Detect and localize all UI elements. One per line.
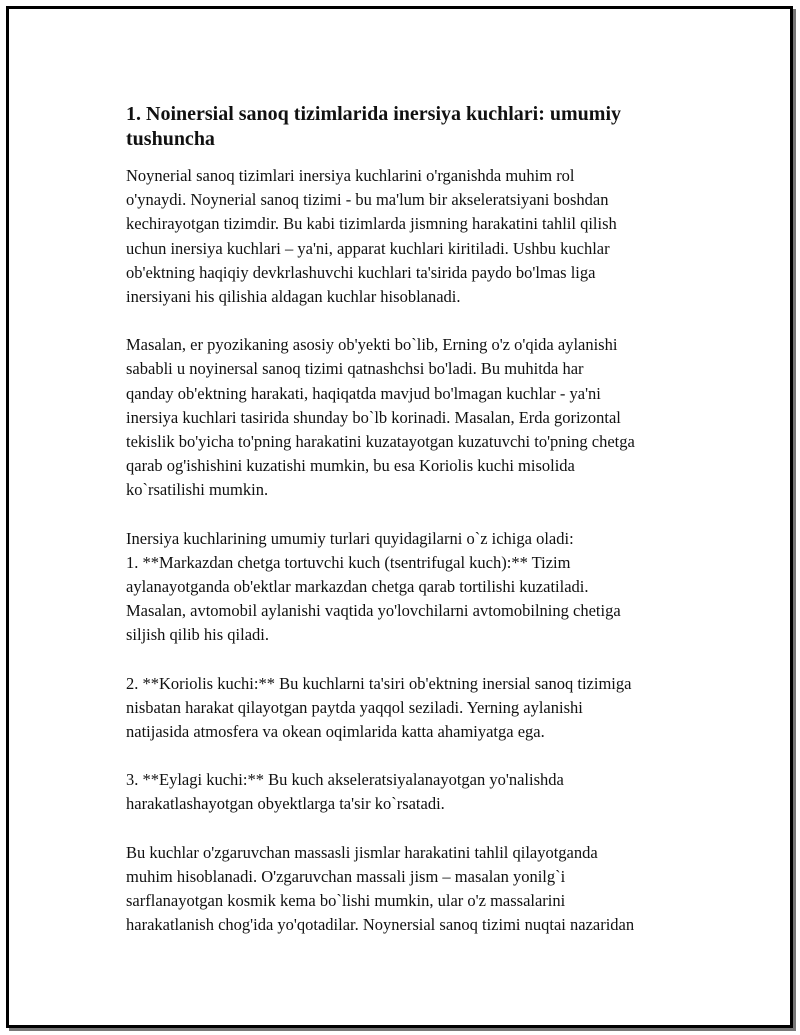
paragraph-spacer (126, 648, 706, 672)
section-heading: 1. Noinersial sanoq tizimlarida inersiya kuchlari: umumiy tushuncha (126, 103, 622, 150)
page-frame (6, 6, 793, 1028)
paragraph-coriolis: 2. **Koriolis kuchi:** Bu kuchlarni ta'siri ob'ektning inersial sanoq tizimiga nisbatan harakat qilayotgan paytda yaqqol seziladi. Yerning aylanishi natijasida atmosfera va okean oqimlarida katta ahamiyatga ega. (126, 673, 632, 742)
paragraph-spacer (126, 309, 706, 333)
paragraph-example: Masalan, er pyozikaning asosiy ob'yekti bo`lib, Erning o'z o'qida aylanishi sababli u noyinersal sanoq tizimi qatnashchsi bo'ladi. Bu muhitda har qanday ob'ektning harakati, haqiqatda mavjud bo'lmagan kuchlar - ya'ni inersiya kuchlari tasirida shunday bo`lb korinadi. Masalan, Erda gorizontal tekislik bo'yicha to'pning harakatini kuzatayotgan kuzatuvchi to'pning chetga qarab og'ishishini kuzatishi mumkin, bu esa Koriolis kuchi misolida ko`rsatilishi mumkin. (126, 335, 635, 500)
paragraph-types-list: Inersiya kuchlarining umumiy turlari quyidagilarni o`z ichiga oladi: 1. **Markazdan chetga tortuvchi kuch (tsentrifugal kuch):** Tizim aylanayotganda ob'ektlar markazdan chetga qarab tortilishi kuzatiladi. Masalan, avtomobil aylanishi vaqtida yo'lovchilarni avtomobilning chetiga siljish qilib his qiladi. (126, 528, 621, 645)
paragraph-spacer (126, 817, 706, 841)
paragraph-intro: Noynerial sanoq tizimlari inersiya kuchlarini o'rganishda muhim rol o'ynaydi. Noynerial sanoq tizimi - bu ma'lum bir akseleratsiyani boshdan kechirayotgan tizimdir. Bu kabi tizimlarda jismning harakatini tahlil qilish uchun inersiya kuchlari – ya'ni, apparat kuchlari kiritiladi. Ushbu kuchlar ob'ektning haqiqiy devkrlashuvchi kuchlari ta'sirida paydo bo'lmas liga inersiyani his qilishia aldagan kuchlar hisoblanadi. (126, 166, 617, 307)
paragraph-euler: 3. **Eylagi kuchi:** Bu kuch akseleratsiyalanayotgan yo'nalishda harakatlashayotgan obyektlarga ta'sir ko`rsatadi. (126, 770, 564, 814)
paragraph-variable-mass: Bu kuchlar o'zgaruvchan massasli jismlar harakatini tahlil qilayotganda muhim hisoblanadi. O'zgaruvchan massali jism – masalan yonilg`i sarflanayotgan kosmik kema bo`lishi mumkin, ular o'z massalarini harakatlanish chog'ida yo'qotadilar. Noynersial sanoq tizimi nuqtai nazaridan (126, 842, 635, 935)
paragraph-spacer (126, 503, 706, 527)
paragraph-spacer (126, 744, 706, 768)
document-body (126, 102, 706, 937)
